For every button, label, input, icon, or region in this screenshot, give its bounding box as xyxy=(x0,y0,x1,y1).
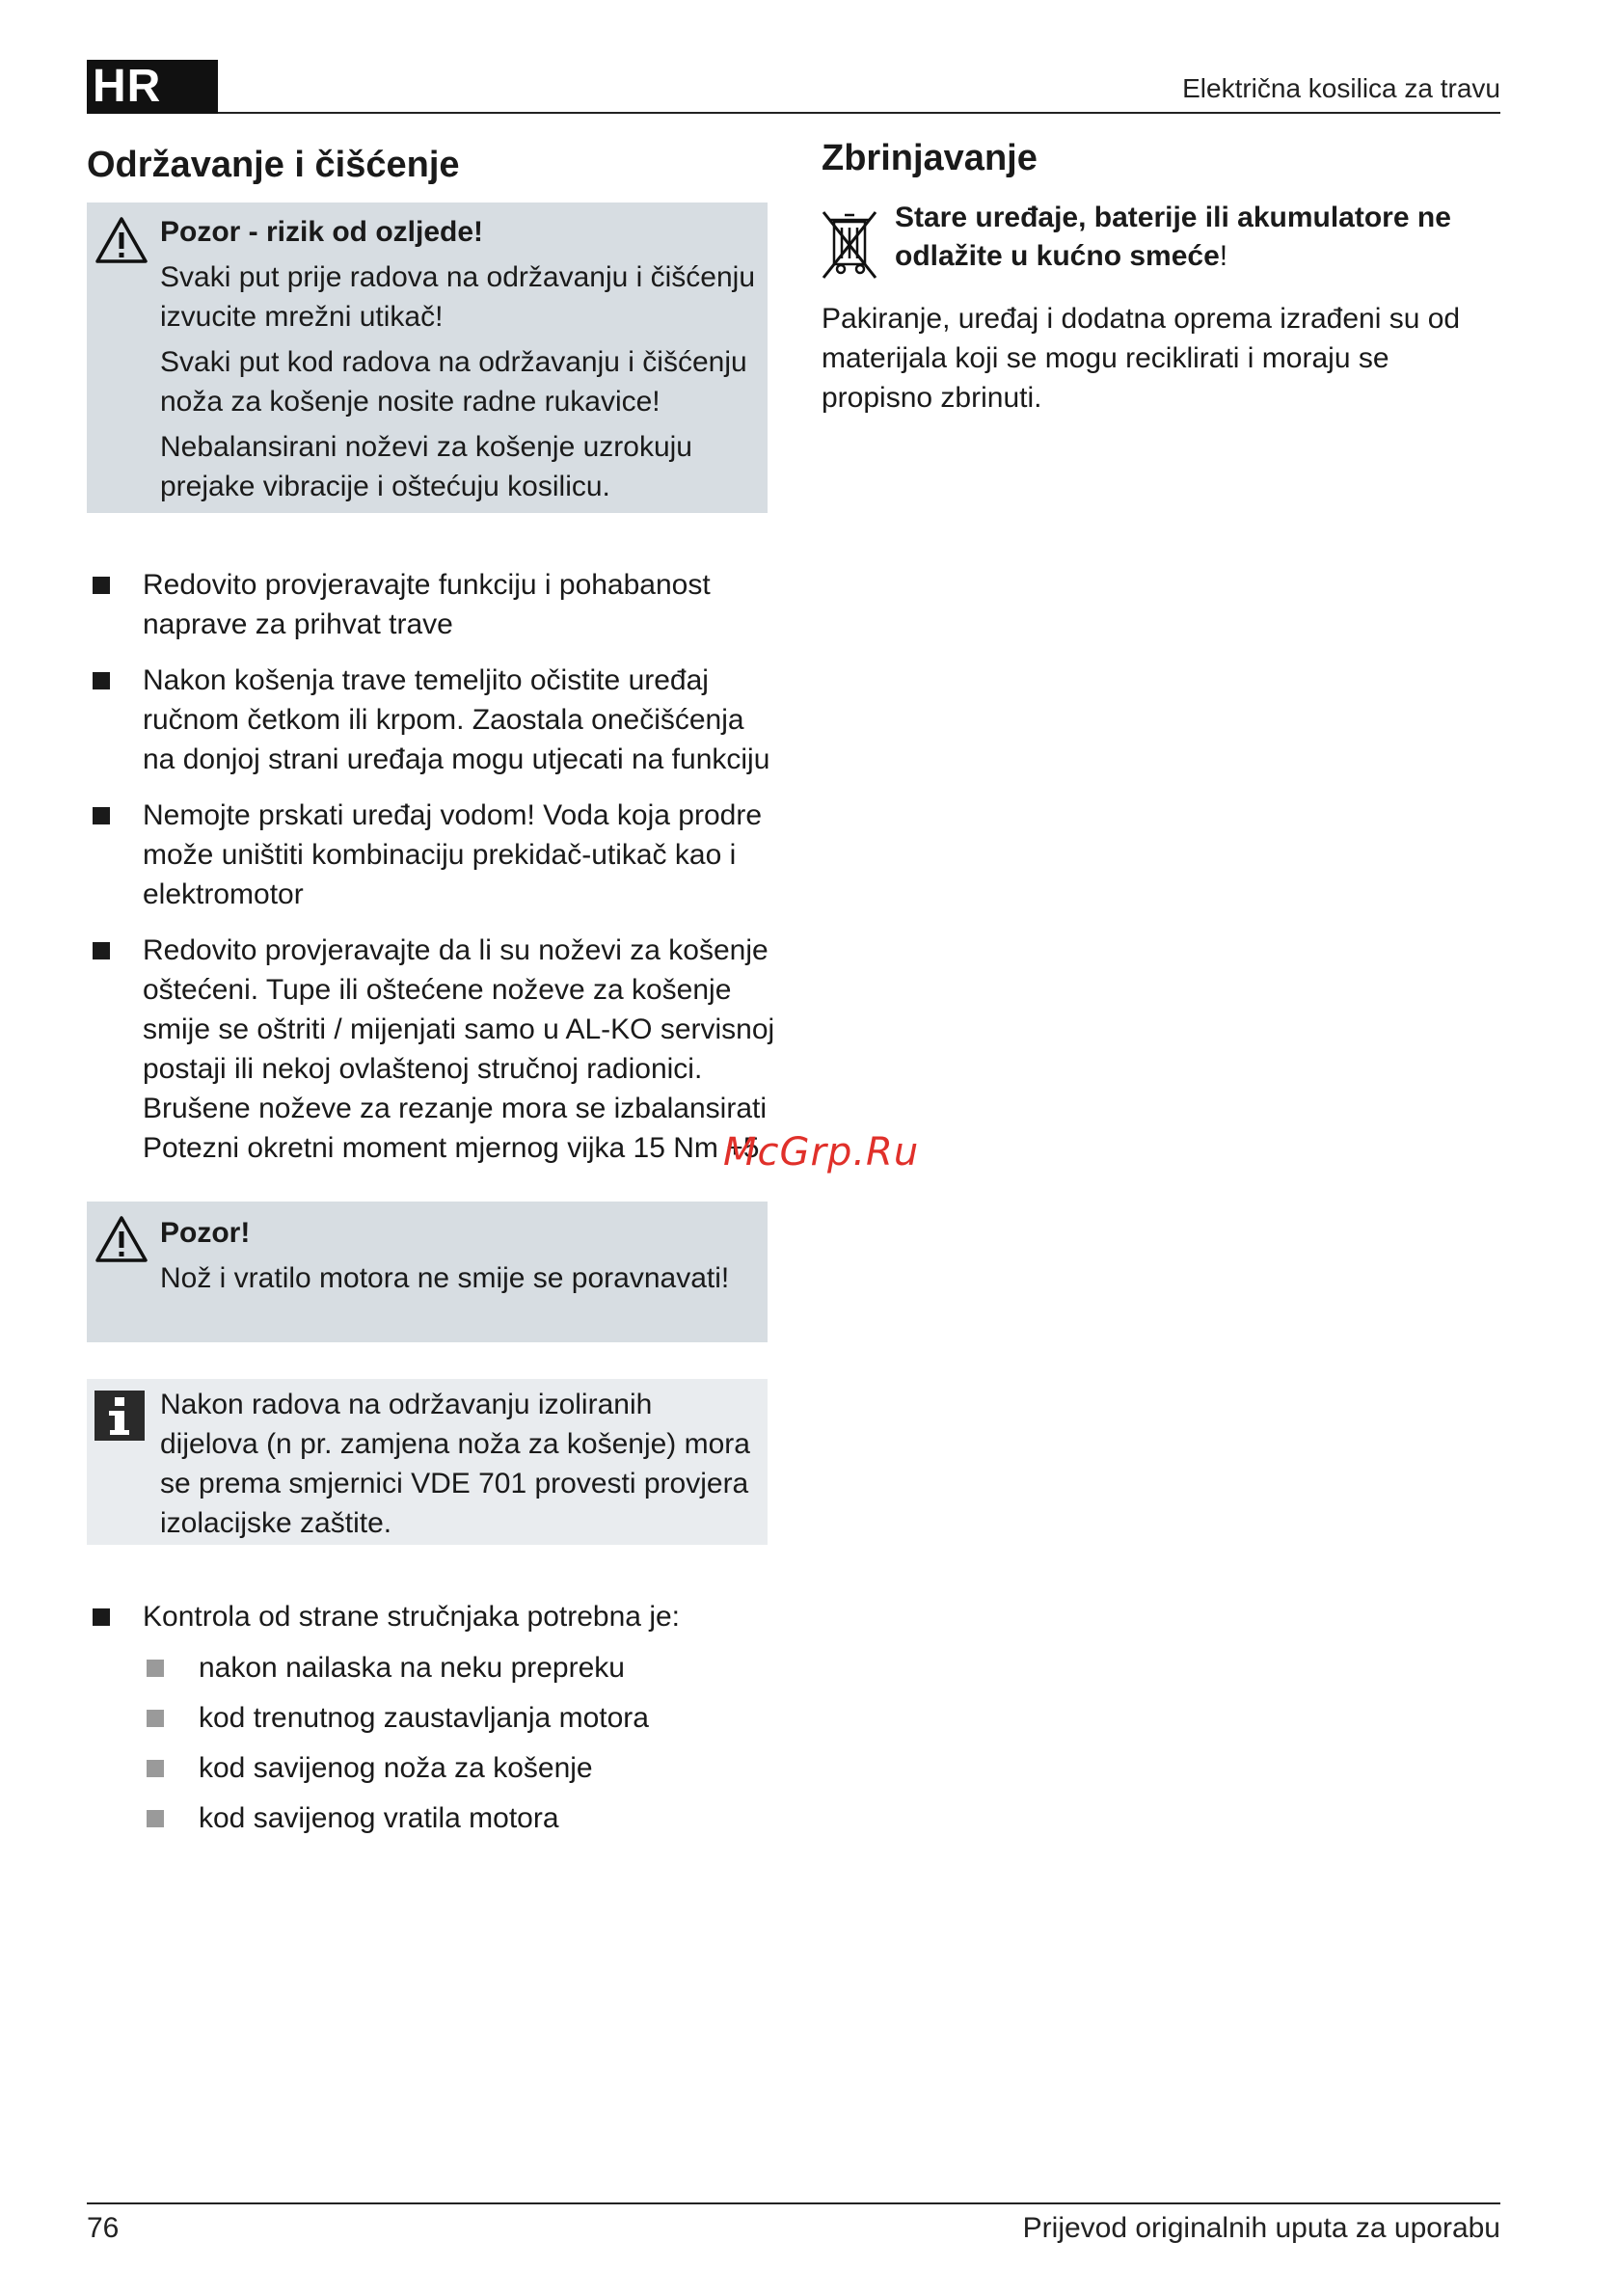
list-item: Redovito provjeravajte da li su noževi za košenje oštećeni. Tupe ili oštećene noževe za košenje smije se oštriti / mijenjati samo u AL-KO servisnoj postaji ili nekoj ovlaštenoj stručnoj radionici. Brušene noževe za rezanje mora se izbalansirati Potezni okretni moment mjernog vijka 15 Nm +5 xyxy=(87,931,781,1168)
bullet-square-icon xyxy=(147,1810,164,1827)
warning-triangle-icon xyxy=(94,1215,148,1268)
list-item: kod savijenog vratila motora xyxy=(143,1798,649,1838)
section-title-disposal: Zbrinjavanje xyxy=(822,138,1038,178)
bullet-square-icon xyxy=(93,577,110,594)
document-title: Električna kosilica za travu xyxy=(1182,73,1500,103)
footer-rule xyxy=(87,2202,1500,2204)
expert-check-list xyxy=(87,1597,781,1653)
footer-text: Prijevod originalnih uputa za uporabu xyxy=(1022,2212,1500,2244)
warning-triangle-icon xyxy=(94,216,148,269)
list-item: Kontrola od strane stručnjaka potrebna je: xyxy=(87,1597,781,1636)
caution-heading: Pozor! xyxy=(160,1217,251,1249)
language-badge: HR xyxy=(87,60,218,114)
bullet-square-icon xyxy=(147,1660,164,1677)
list-item: kod trenutnog zaustavljanja motora xyxy=(143,1698,649,1738)
disposal-text: Pakiranje, uređaj i dodatna oprema izrađeni su od materijala koji se mogu reciklirati i moraju se propisno zbrinuti. xyxy=(822,303,1461,414)
bullet-square-icon xyxy=(93,942,110,959)
bullet-square-icon xyxy=(147,1760,164,1777)
warning-line: Svaki put kod radova na održavanju i čišćenju noža za košenje nosite radne rukavice! xyxy=(160,346,747,418)
warning-box-injury xyxy=(87,203,768,513)
info-icon xyxy=(93,1389,147,1447)
bullet-square-icon xyxy=(147,1710,164,1727)
warning-line: Nebalansirani noževi za košenje uzrokuju prejake vibracije i oštećuju kosilicu. xyxy=(160,431,692,502)
caution-text: Nož i vratilo motora ne smije se poravnavati! xyxy=(160,1262,730,1294)
maintenance-bullet-list xyxy=(87,565,781,1184)
info-text: Nakon radova na održavanju izoliranih dijelova (n pr. zamjena noža za košenje) mora se prema smjernici VDE 701 provesti provjera izolacijske zaštite. xyxy=(160,1389,750,1539)
list-item: nakon nailaska na neku prepreku xyxy=(143,1648,649,1688)
torque-line: Potezni okretni moment mjernog vijka 15 Nm +5 xyxy=(143,1132,760,1164)
list-item: Redovito provjeravajte funkciju i pohabanost naprave za prihvat trave xyxy=(87,565,781,644)
list-item: kod savijenog noža za košenje xyxy=(143,1748,649,1788)
list-item: Nakon košenja trave temeljito očistite uređaj ručnom četkom ili krpom. Zaostala onečišćenja na donjoj strani uređaja mogu utjecati na funkciju xyxy=(87,661,781,779)
disposal-warning: Stare uređaje, baterije ili akumulatore ne odlažite u kućno smeće! xyxy=(895,202,1451,272)
header-rule xyxy=(218,112,1500,114)
crossed-out-bin-icon xyxy=(820,208,879,286)
watermark: McGrp.Ru xyxy=(723,1130,920,1175)
caution-box xyxy=(87,1202,768,1342)
info-box xyxy=(87,1379,768,1545)
section-title-maintenance: Održavanje i čišćenje xyxy=(87,145,460,185)
list-item: Nemojte prskati uređaj vodom! Voda koja prodre može uništiti kombinaciju prekidač-utikač kao i elektromotor xyxy=(87,796,781,914)
bullet-square-icon xyxy=(93,672,110,689)
bullet-square-icon xyxy=(93,1608,110,1626)
warning-heading: Pozor - rizik od ozljede! xyxy=(160,216,484,248)
page-number: 76 xyxy=(87,2212,120,2244)
expert-check-sublist xyxy=(143,1648,649,1849)
bullet-square-icon xyxy=(93,807,110,824)
warning-line: Svaki put prije radova na održavanju i čišćenju izvucite mrežni utikač! xyxy=(160,261,756,333)
